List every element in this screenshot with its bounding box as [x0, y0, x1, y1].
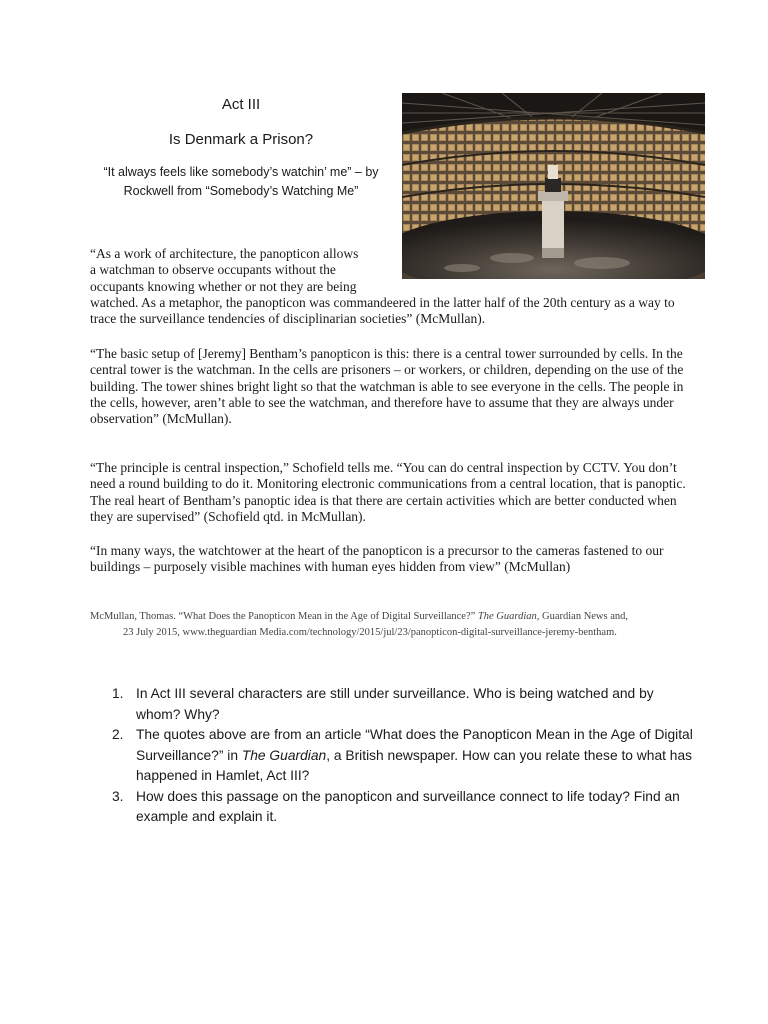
quote-paragraph: “In many ways, the watchtower at the heart of the panopticon is a precursor to the cameras fastened to our buildings – purposely visible machines with human eyes hidden from view” (McMullan)	[90, 543, 664, 575]
list-number: 3.	[112, 788, 124, 804]
quote-paragraph	[90, 246, 700, 327]
citation-text: McMullan, Thomas. “What Does the Panopticon Mean in the Age of Digital Surveillance?”	[90, 611, 478, 622]
question-text: , a British newspaper. How can you relate these to what has happened in Hamlet, Act III?	[136, 747, 693, 783]
list-item	[104, 787, 694, 828]
title-block	[90, 0, 392, 210]
question-text: In Act III several characters are still under surveillance. Who is being watched and by whom? Why?	[136, 686, 654, 722]
question-list	[104, 684, 694, 828]
citation-source: The Guardian	[477, 611, 537, 622]
quote-line: a watchman to observe occupants without the	[90, 262, 336, 278]
epigraph-line: “It always feels like somebody’s watchin’ me” – by	[103, 165, 379, 179]
quote-line: occupants knowing whether or not they are being	[90, 278, 357, 294]
act-heading: Act III	[221, 96, 261, 113]
list-number: 1.	[112, 686, 124, 701]
question-text: How does this passage on the panopticon and surveillance connect to life today? Find an example and explain it.	[136, 788, 680, 824]
citation-text: 23 July 2015, www.theguardian Media.com/technology/2015/jul/23/panopticon-digital-surveillance-jeremy-bentham.	[123, 627, 617, 638]
works-cited-entry	[90, 609, 690, 641]
quote-line: watched. As a metaphor, the panopticon was commandeered in the latter half of the 20th century as a way to trace the surveillance tendencies of disciplinarian societies” (McMullan).	[90, 294, 675, 327]
page-title: Is Denmark a Prison?	[168, 131, 314, 148]
epigraph-line: Rockwell from “Somebody’s Watching Me”	[123, 184, 359, 198]
citation-text: , Guardian News and,	[536, 611, 629, 622]
epigraph	[90, 163, 392, 201]
quote-paragraph: “The basic setup of [Jeremy] Bentham’s panopticon is this: there is a central tower surrounded by cells. In the central tower is the watchman. In the cells are prisoners – or workers, or children, depending on the use of the building. The tower shines bright light so that the watchman is able to see everyone in the cells. The people in the cells, however, aren’t able to see the watchman, and therefore have to assume that they are always under observation” (McMullan).	[90, 346, 684, 427]
question-text: The quotes above are from an article “What does the Panopticon Mean in the Age of Digital Surveillance?” in	[136, 727, 693, 763]
quote-line: “As a work of architecture, the panopticon allows	[90, 246, 359, 261]
list-item	[104, 684, 694, 725]
list-number: 2.	[112, 727, 124, 742]
question-source: The Guardian	[241, 747, 327, 763]
quote-paragraph: “The principle is central inspection,” Schofield tells me. “You can do central inspection by CCTV. You don’t need a round building to do it. Monitoring electronic communications from a central location, that is panoptic. The real heart of Bentham’s panoptic idea is that there are certain activities which are better conducted when they are supervised” (Schofield qtd. in McMullan).	[90, 460, 686, 524]
list-item	[104, 725, 694, 787]
